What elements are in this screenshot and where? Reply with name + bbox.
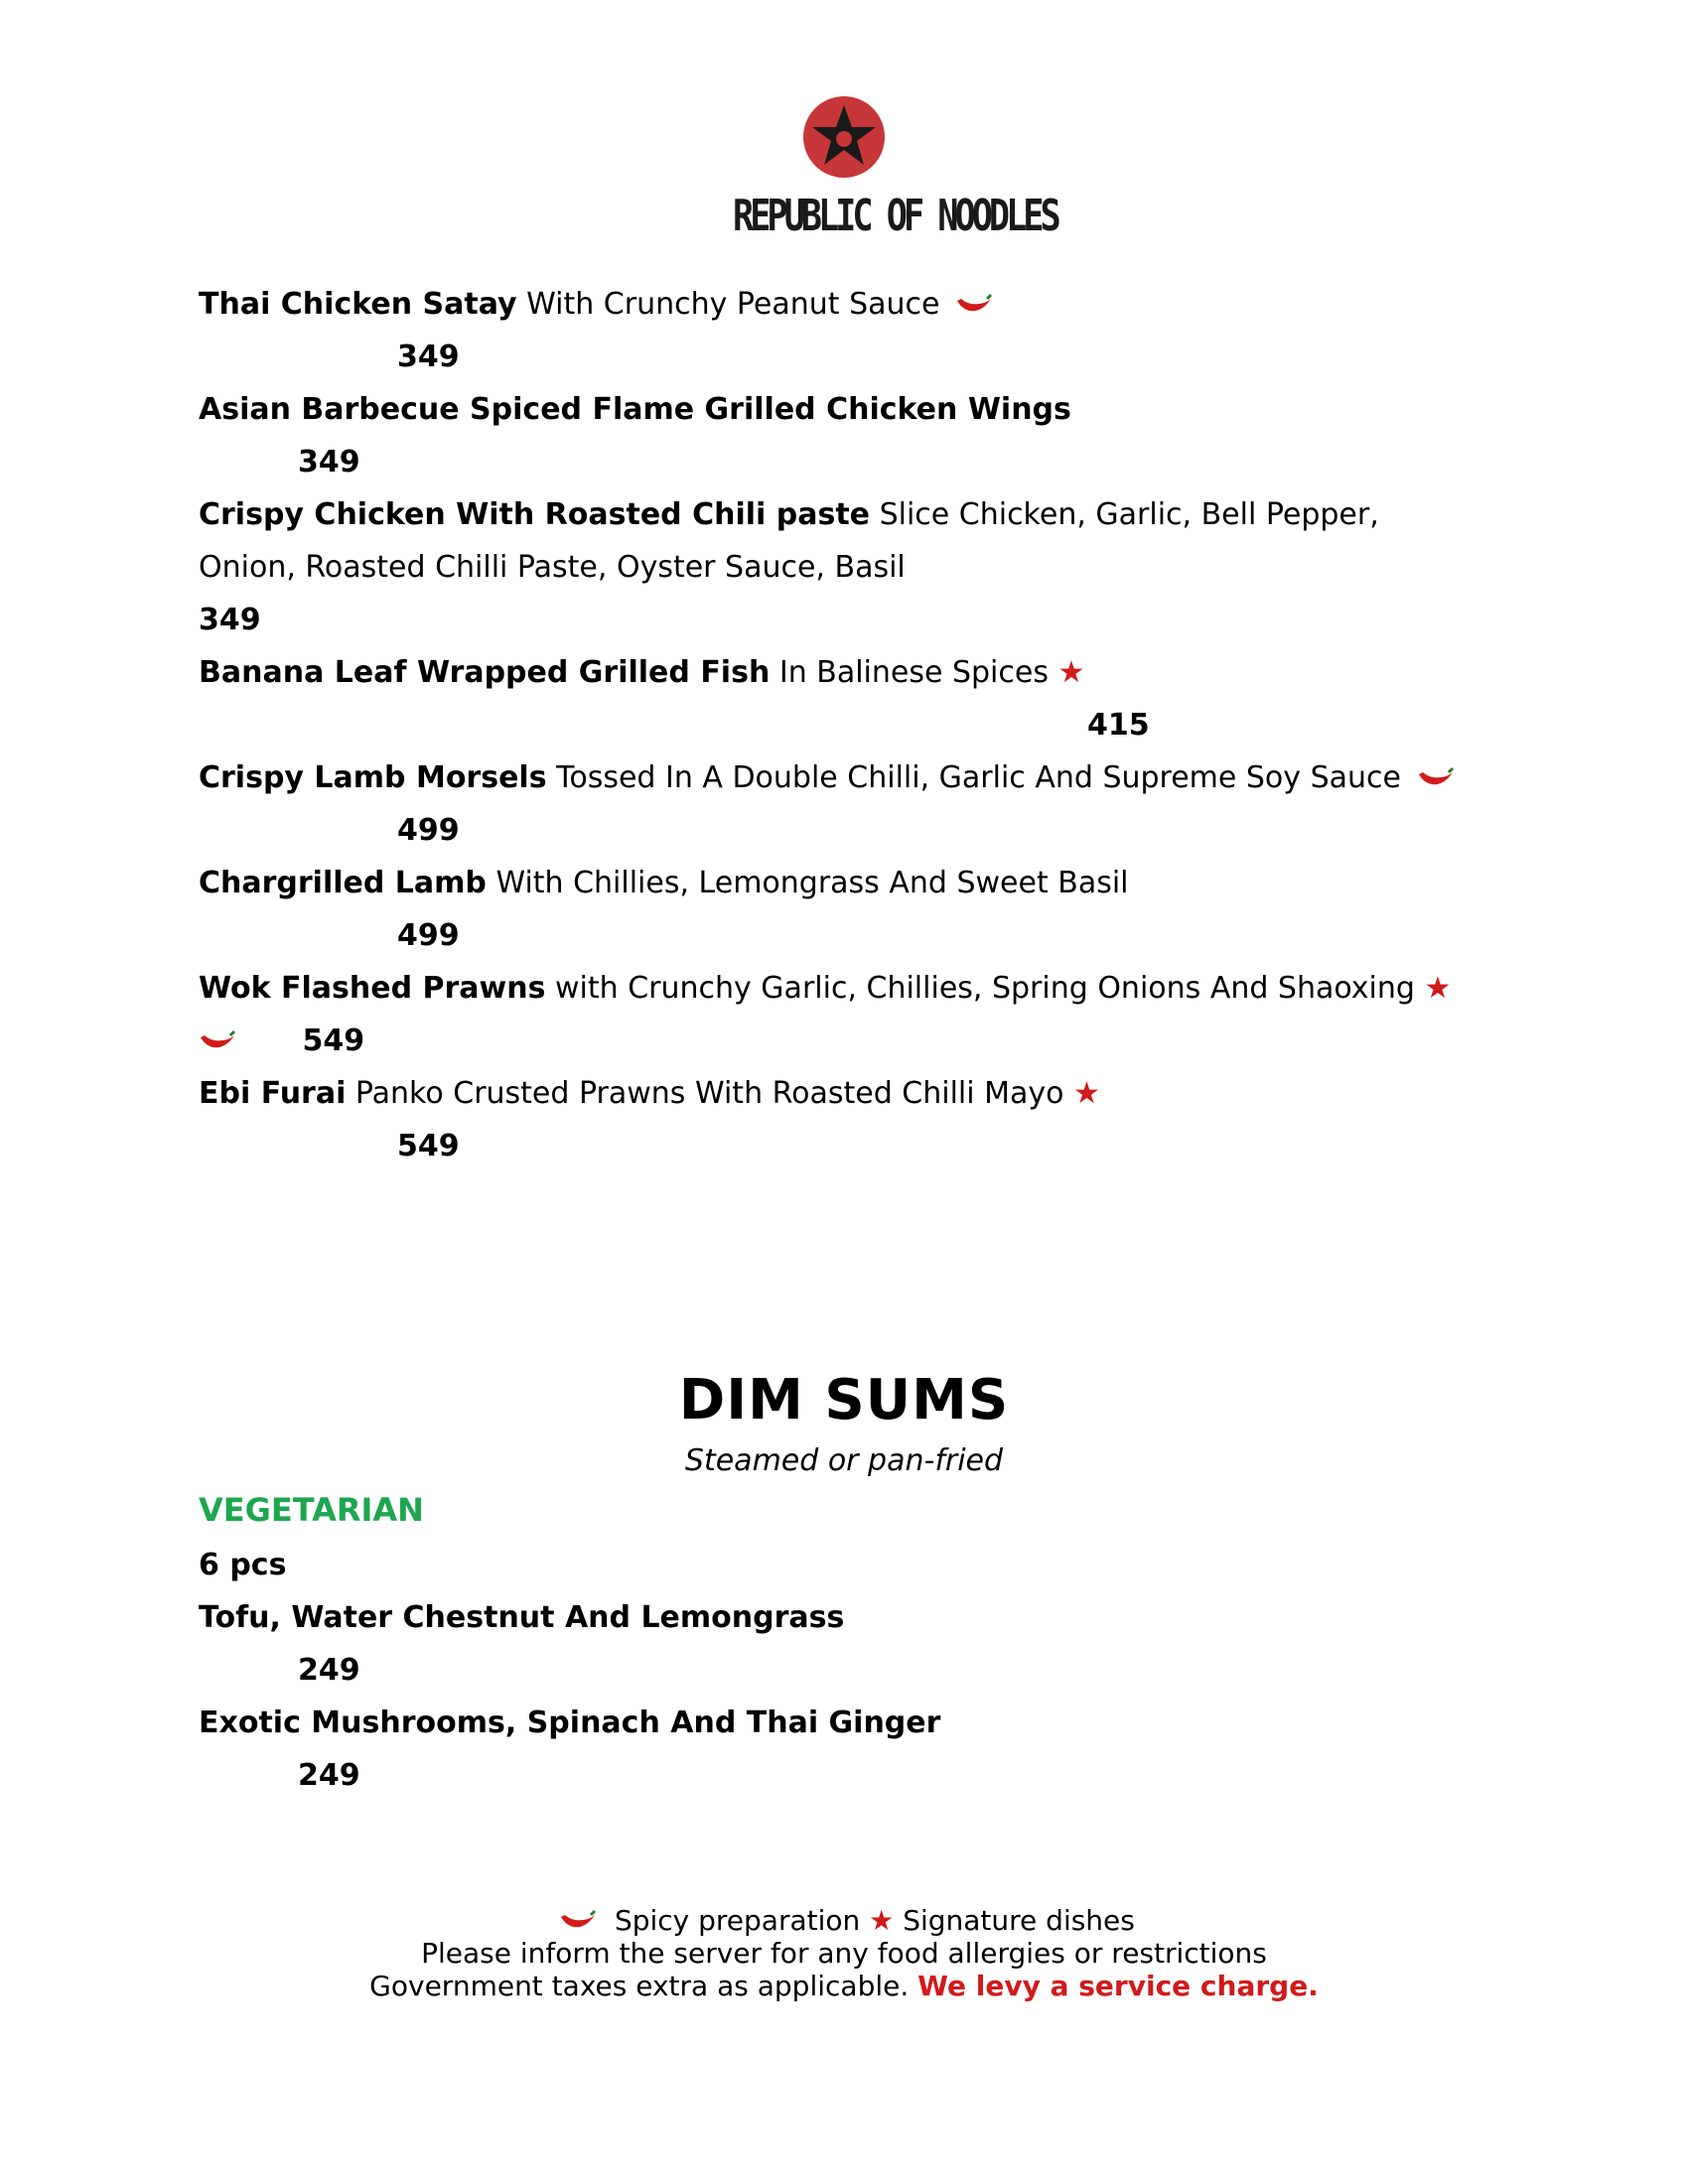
item-price: 499 <box>397 918 460 953</box>
chili-icon <box>559 1909 597 1935</box>
legend-spicy-label: Spicy preparation <box>614 1904 861 1937</box>
tax-line <box>0 1970 1688 2002</box>
star-icon: ★ <box>1073 1076 1100 1111</box>
item-price: 249 <box>298 1653 360 1688</box>
item-name: Crispy Lamb Morsels <box>199 760 547 795</box>
item-price-line <box>199 1015 1509 1067</box>
chili-icon <box>199 1029 236 1055</box>
item-price: 549 <box>397 1129 460 1163</box>
menu-item-name-line <box>199 1067 1509 1120</box>
item-name: Asian Barbecue Spiced Flame Grilled Chicken Wings <box>199 392 1071 427</box>
item-description: Slice Chicken, Garlic, Bell Pepper, <box>870 497 1379 532</box>
item-description: Panko Crusted Prawns With Roasted Chilli Mayo <box>346 1076 1064 1111</box>
menu-item-name-line <box>199 278 1509 331</box>
item-price: 549 <box>302 1024 365 1058</box>
menu-item-name-line <box>199 646 1509 699</box>
legend-signature-label: Signature dishes <box>903 1904 1135 1937</box>
star-icon: ★ <box>1057 655 1085 690</box>
item-name: Ebi Furai <box>199 1076 347 1111</box>
item-name: Chargrilled Lamb <box>199 866 487 900</box>
item-price: 349 <box>298 445 360 479</box>
item-description: With Chillies, Lemongrass And Sweet Basil <box>486 866 1129 900</box>
menu-footer <box>0 1904 1688 2002</box>
item-description: Tossed In A Double Chilli, Garlic And Supreme Soy Sauce <box>546 760 1401 795</box>
section-subtitle: Steamed or pan-fried <box>684 1443 1004 1478</box>
menu-item-name-line <box>199 751 1509 804</box>
menu-item-name-line <box>199 962 1509 1015</box>
item-price: 415 <box>1087 708 1150 743</box>
logo-emblem-icon <box>802 95 886 179</box>
star-icon: ★ <box>1424 971 1452 1006</box>
item-name: Banana Leaf Wrapped Grilled Fish <box>199 655 771 690</box>
item-name: Tofu, Water Chestnut And Lemongrass <box>199 1600 845 1635</box>
item-price: 349 <box>199 603 261 637</box>
item-name: Wok Flashed Prawns <box>199 971 546 1006</box>
logo-wordmark: REPUBLIC OF NOODLES <box>733 191 1057 241</box>
item-description-cont: Onion, Roasted Chilli Paste, Oyster Sauce, Basil <box>199 550 906 585</box>
service-charge-note: We levy a service charge. <box>917 1970 1319 2002</box>
item-description: with Crunchy Garlic, Chillies, Spring Onions And Shaoxing <box>545 971 1415 1006</box>
item-price: 249 <box>298 1758 360 1793</box>
legend-line <box>0 1904 1688 1937</box>
menu-item-name-line <box>199 383 1509 436</box>
restaurant-logo <box>705 95 1057 254</box>
menu-items <box>199 278 1509 1172</box>
chili-icon <box>955 293 993 319</box>
menu-item-name-line <box>199 488 1509 541</box>
item-name: Exotic Mushrooms, Spinach And Thai Ginger <box>199 1706 941 1740</box>
portion-count: 6 pcs <box>199 1548 287 1582</box>
dimsum-items <box>199 1539 1489 1802</box>
menu-item-name-line <box>199 857 1509 909</box>
star-icon: ★ <box>869 1904 895 1937</box>
item-description: With Crunchy Peanut Sauce <box>516 287 940 322</box>
tax-note: Government taxes extra as applicable. <box>369 1970 910 2002</box>
item-name: Crispy Chicken With Roasted Chili paste <box>199 497 871 532</box>
category-heading: VEGETARIAN <box>199 1491 424 1529</box>
item-description: In Balinese Spices <box>770 655 1049 690</box>
allergy-note: Please inform the server for any food allergies or restrictions <box>421 1937 1267 1970</box>
chili-icon <box>1417 766 1455 792</box>
item-name: Thai Chicken Satay <box>199 287 517 322</box>
section-title: DIM SUMS <box>678 1368 1010 1433</box>
item-price: 499 <box>397 813 460 848</box>
item-price: 349 <box>397 340 460 374</box>
